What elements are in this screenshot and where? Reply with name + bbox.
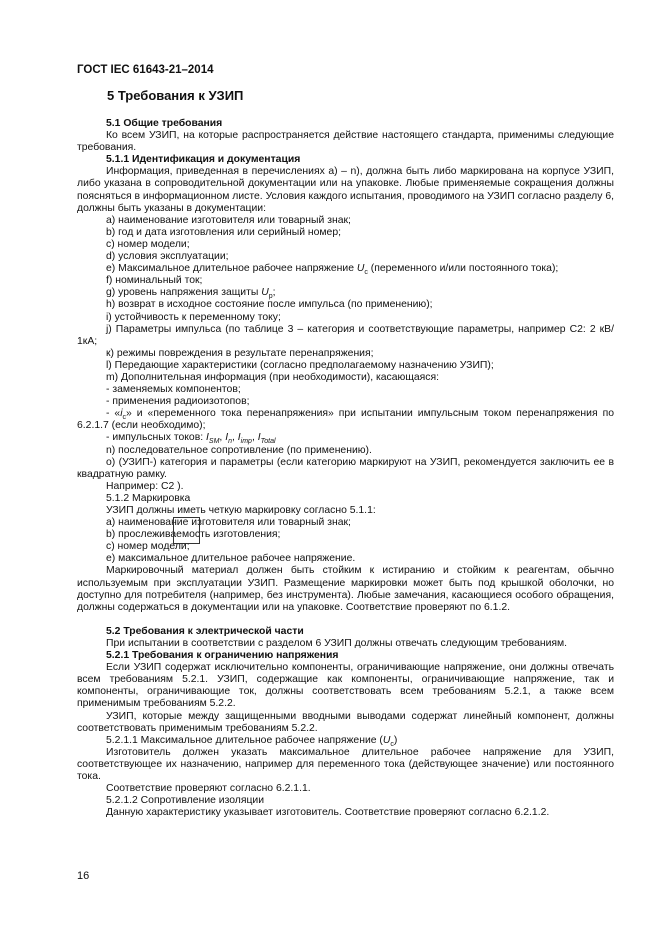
paragraph: Изготовитель должен указать максимальное длительное рабочее напряжение для УЗИП, соответствующее их назначению, например для переменного тока (действующее значение) или постоянного тока. xyxy=(77,746,614,782)
symbol: U xyxy=(261,287,269,299)
text-fragment: » и «переменного тока перенапряжения» при испытании импульсным током перенапряжения по 6.2.1.7 (если необходимо); xyxy=(77,408,614,432)
paragraph: При испытании в соответствии с разделом 6 УЗИП должны отвечать следующим требованиям. xyxy=(106,637,568,649)
list-item: h) возврат в исходное состояние после импульса (по применению); xyxy=(106,299,433,311)
list-item: к) режимы повреждения в результате перенапряжения; xyxy=(106,347,374,359)
subscript: SM xyxy=(208,438,220,446)
list-subitem xyxy=(77,408,614,432)
subsection-heading-5-2-1: 5.2.1 Требования к ограничению напряжения xyxy=(106,650,339,662)
list-item: f) номинальный ток; xyxy=(106,275,203,287)
list-item: d) условия эксплуатации; xyxy=(106,251,229,263)
list-item: c) номер модели; xyxy=(106,541,190,553)
list-item: m) Дополнительная информация (при необходимости), касающаяся: xyxy=(106,371,439,383)
subscript: n xyxy=(228,438,232,446)
symbol: I xyxy=(257,432,261,444)
symbol: i xyxy=(120,408,123,420)
list-item: o) (УЗИП-) категория и параметры (если категорию маркируют на УЗИП, рекомендуется заключить ее в квадратную рамку. xyxy=(77,456,614,480)
list-item: c) номер модели; xyxy=(106,238,190,250)
subsection-heading-5-1-1: 5.1.1 Идентификация и документация xyxy=(106,154,301,166)
symbol: I xyxy=(237,432,241,444)
paragraph: УЗИП должны иметь четкую маркировку согласно 5.1.1: xyxy=(106,505,376,516)
paragraph: Соответствие проверяют согласно 6.2.1.1. xyxy=(106,783,311,795)
subsection-heading-5-2-1-1 xyxy=(77,735,614,747)
list-item: b) год и дата изготовления или серийный номер; xyxy=(106,226,342,238)
subsection-heading-5-2: 5.2 Требования к электрической части xyxy=(106,625,304,637)
list-item: e) максимальное длительное рабочее напряжение. xyxy=(106,553,356,565)
subsection-heading-5-2-1-2: 5.2.1.2 Сопротивление изоляции xyxy=(106,795,265,807)
text-fragment: (переменного и/или постоянного тока); xyxy=(367,263,559,275)
symbol: I xyxy=(206,432,209,444)
subscript: p xyxy=(268,293,273,301)
list-item: i) устойчивость к переменному току; xyxy=(106,311,281,323)
example-text: Например: С2 ). xyxy=(106,480,184,492)
list-subitem: - заменяемых компонентов; xyxy=(106,384,241,396)
paragraph: Данную характеристику указывает изготовитель. Соответствие проверяют согласно 6.2.1.2. xyxy=(106,807,550,819)
marking-frame-box xyxy=(173,517,200,544)
list-item: b) прослеживаемость изготовления; xyxy=(106,529,281,541)
text-fragment: 5.2.1.1 Максимальное длительное рабочее напряжение ( xyxy=(106,734,383,746)
document-body xyxy=(77,118,614,819)
symbol: I xyxy=(225,432,229,444)
subscript: imp xyxy=(240,438,252,446)
symbol: U xyxy=(382,734,391,746)
text-fragment: - « xyxy=(106,408,121,420)
list-item: j) Параметры импульса (по таблице 3 – категория и соответствующие параметры, например С2: 2 кВ/ 1кА; xyxy=(77,323,614,347)
paragraph: Маркировочный материал должен быть стойким к истиранию и стойким к реагентам, обычно используемым при эксплуатации УЗИП. Размещение маркировки может быть под крышкой оболочки, но доступно для потребителя (например, без инструмента). Любые замечания, касающиеся особого обращения, должны содержаться в документации или на упаковке. Соответствие проверяют по 6.1.2. xyxy=(77,565,614,613)
document-code: ГОСТ IEC 61643-21–2014 xyxy=(77,64,214,76)
subscript: c xyxy=(122,414,127,422)
subscript: c xyxy=(364,269,368,277)
paragraph: Если УЗИП содержат исключительно компоненты, ограничивающие напряжение, они должны отвечать всем требованиям 5.2.1. УЗИП, содержащие как компоненты, ограничивающие напряжение, так и компоненты, ограничивающие ток, должны соответствовать всем требованиям 5.2.1, а также всем применимым требованиям 5.2.2. xyxy=(77,662,614,710)
list-subitem: - применения радиоизотопов; xyxy=(106,396,250,408)
paragraph: Ко всем УЗИП, на которые распространяется действие настоящего стандарта, применимы следующие требования. xyxy=(77,130,614,154)
list-subitem xyxy=(77,432,614,444)
text-fragment: e) Максимальное длительное рабочее напряжение xyxy=(106,263,357,275)
paragraph: УЗИП, которые между защищенными вводными выводами содержат линейный компонент, должны соответствовать применимым требованиям 5.2.2. xyxy=(77,710,614,734)
separator: , xyxy=(251,432,258,444)
list-item: n) последовательное сопротивление (по применению). xyxy=(106,444,372,456)
subsection-heading-5-1-2: 5.1.2 Маркировка xyxy=(106,492,191,504)
list-item: a) наименование изготовителя или товарный знак; xyxy=(106,214,351,226)
symbol: U xyxy=(356,263,365,275)
subscript: Total xyxy=(260,438,276,446)
list-item: a) наименование изготовителя или товарный знак; xyxy=(106,517,351,529)
separator: , xyxy=(231,432,238,444)
pulse-current-symbols xyxy=(206,432,276,446)
section-title: 5 Требования к УЗИП xyxy=(107,88,244,103)
subscript: c xyxy=(390,740,394,748)
separator: , xyxy=(219,432,226,444)
list-item xyxy=(77,287,614,299)
page-number: 16 xyxy=(77,870,90,882)
subsection-heading-5-1: 5.1 Общие требования xyxy=(106,118,223,129)
list-item xyxy=(77,263,614,275)
paragraph: Информация, приведенная в перечислениях а) – n), должна быть либо маркирована на корпусе УЗИП, либо указана в сопроводительной документации или на упаковке. Любые применяемые сокращения должны поясняться в информационном листе. Условия каждого испытания, проводимого на УЗИП согласно разделу 6, должны быть указаны в документации: xyxy=(77,166,614,214)
text-fragment: ; xyxy=(272,287,276,299)
text-fragment: g) уровень напряжения защиты xyxy=(106,287,262,299)
list-item: l) Передающие характеристики (согласно предполагаемому назначению УЗИП); xyxy=(106,359,494,371)
text-fragment: - импульсных токов: xyxy=(106,432,207,444)
text-fragment: ) xyxy=(393,734,398,746)
